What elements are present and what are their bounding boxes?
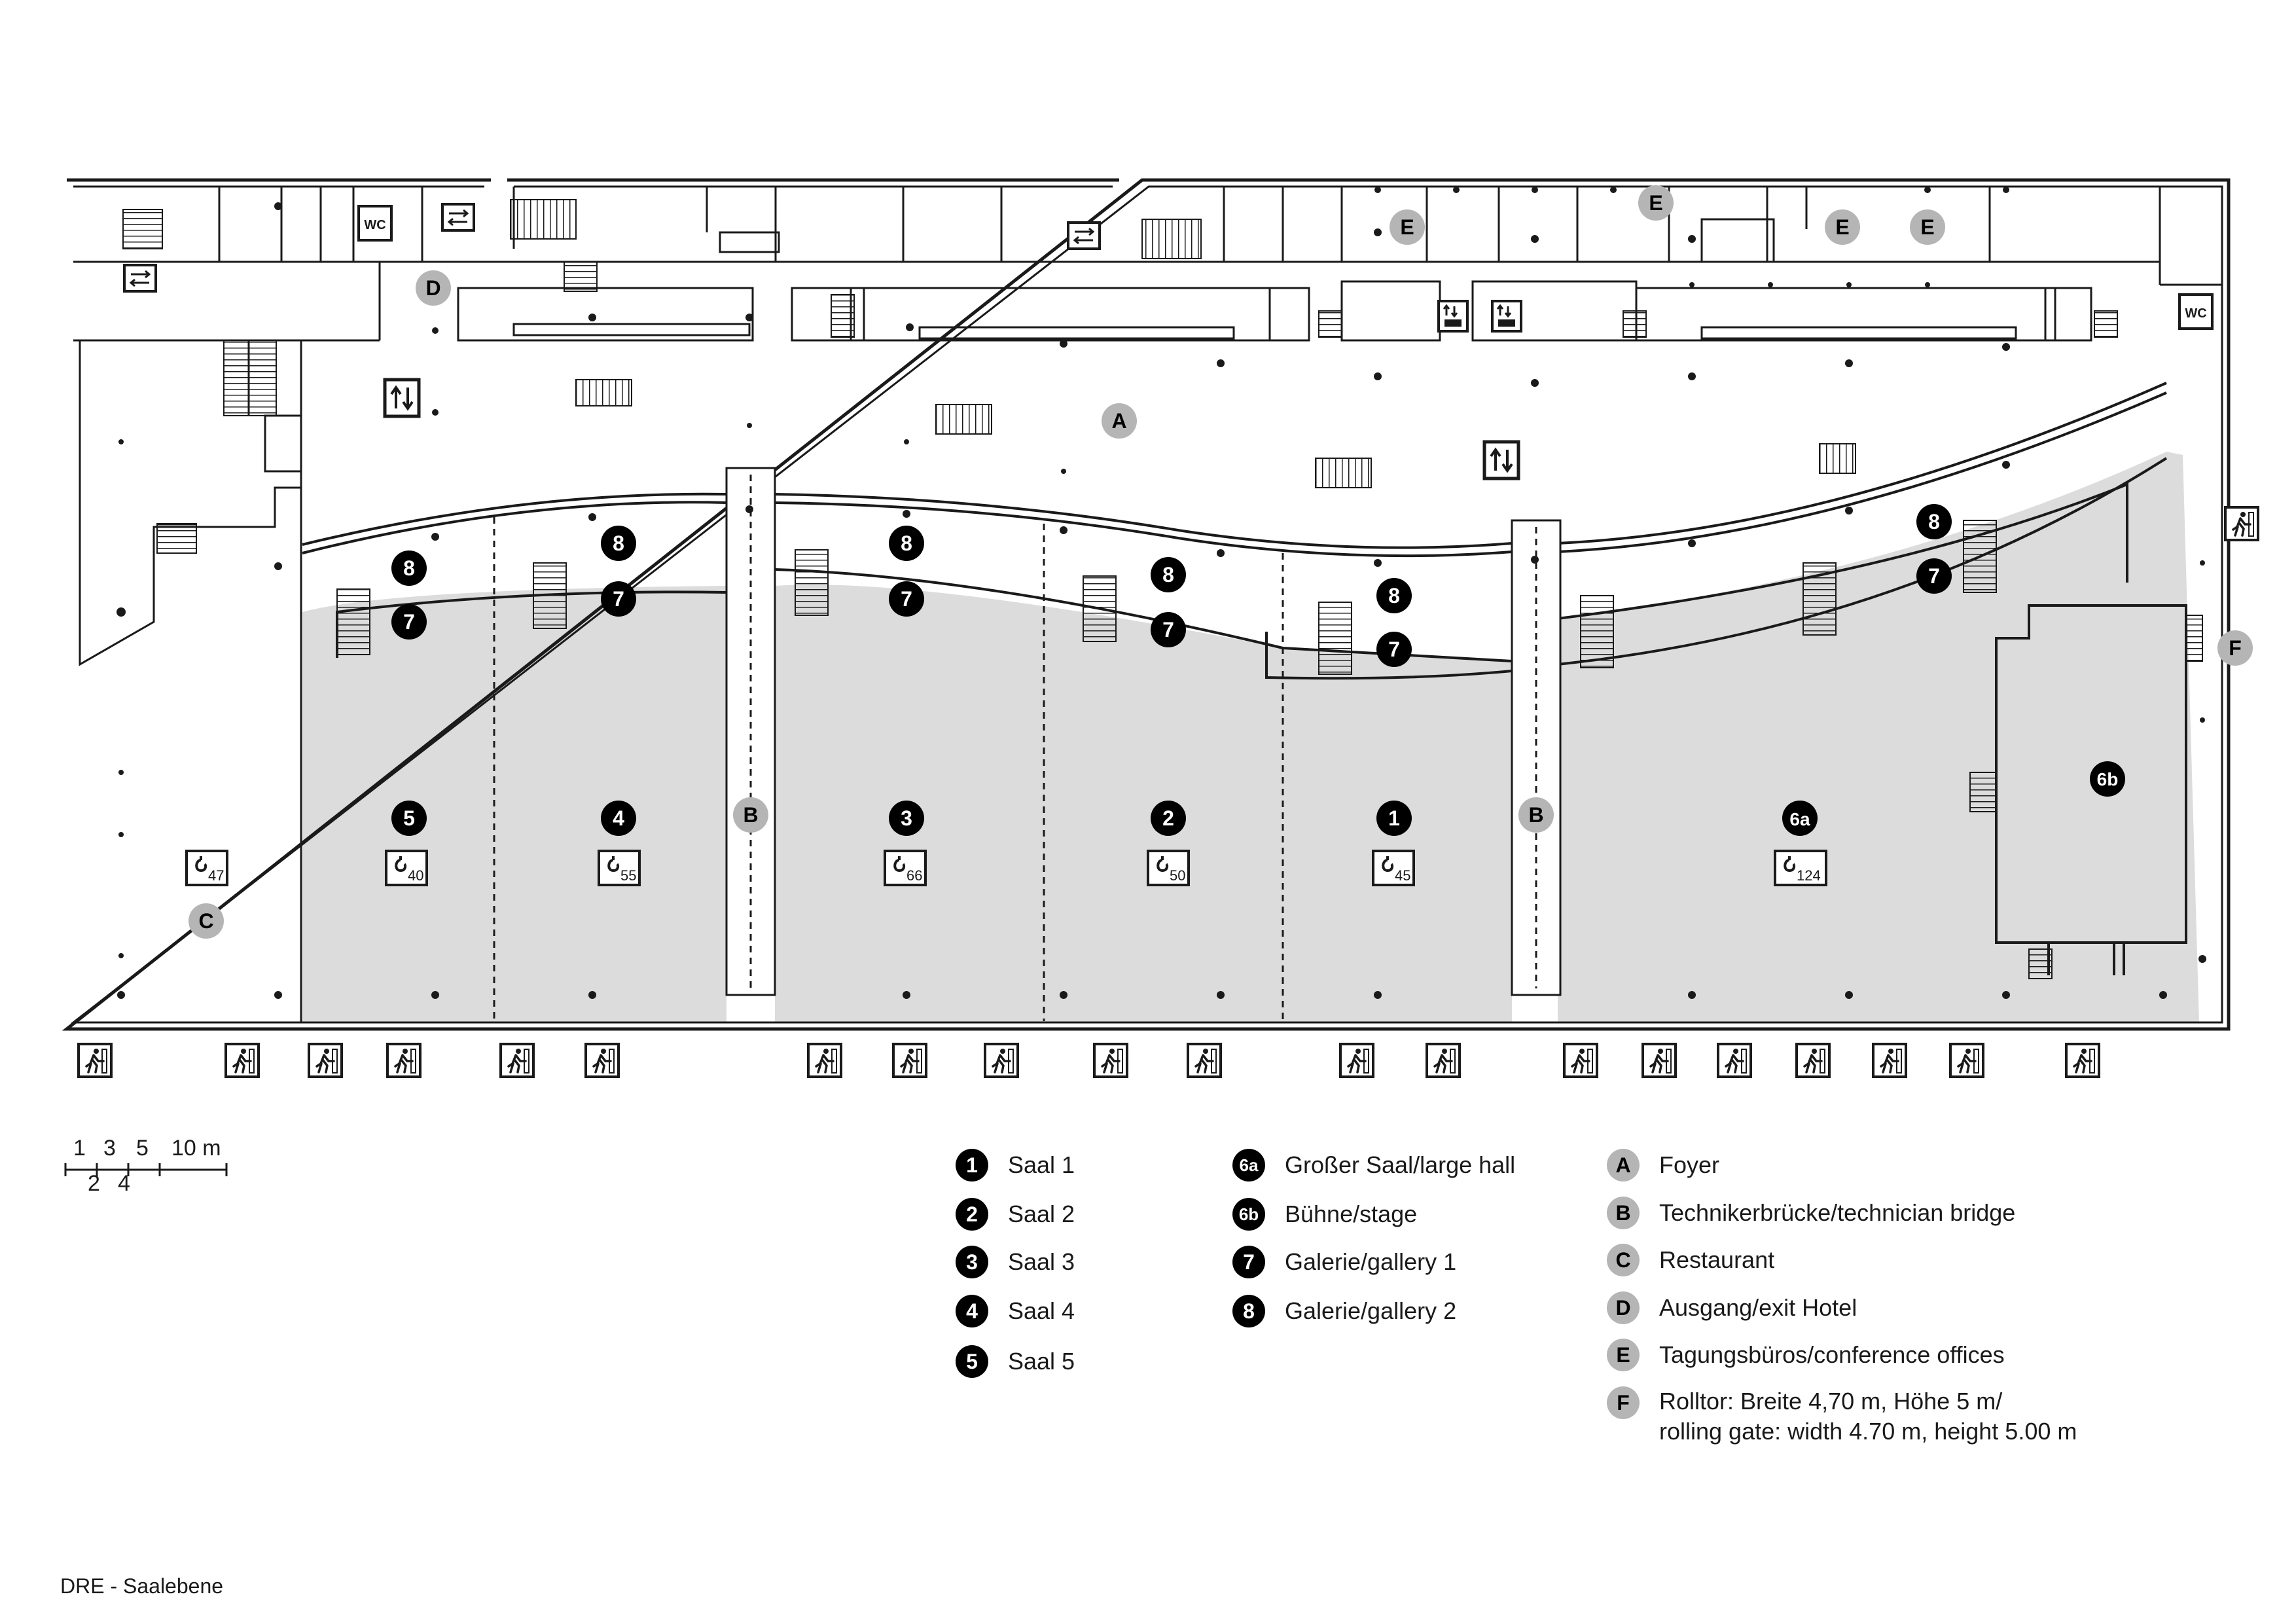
- crane-hook-icon: [1373, 851, 1414, 885]
- svg-text:3: 3: [901, 806, 912, 830]
- svg-text:8: 8: [613, 532, 624, 555]
- exit-sign-icon: [1797, 1044, 1829, 1077]
- lift-icon: [1492, 301, 1521, 331]
- legend-marker: 6b: [1232, 1198, 1265, 1231]
- scale-label: 4: [118, 1171, 130, 1196]
- svg-text:124: 124: [1797, 867, 1821, 884]
- legend-marker: D: [1607, 1291, 1640, 1324]
- legend-marker: A: [1607, 1149, 1640, 1182]
- svg-text:8: 8: [901, 532, 912, 555]
- exit-sign-icon: [586, 1044, 619, 1077]
- legend-marker: 5: [956, 1345, 988, 1378]
- wc-icon: [359, 206, 391, 240]
- scale-label: 3: [103, 1136, 116, 1161]
- svg-text:WC: WC: [364, 218, 386, 232]
- legend-marker: 6a: [1232, 1149, 1265, 1182]
- elevator-icon: [385, 380, 419, 416]
- legend-label: Galerie/gallery 1: [1285, 1248, 1457, 1275]
- plan-caption: DRE - Saalebene: [60, 1574, 224, 1598]
- exit-sign-icon: [501, 1044, 533, 1077]
- crane-hook-icon: [1775, 851, 1826, 885]
- legend-item: [1607, 1339, 2005, 1371]
- legend-label: Galerie/gallery 2: [1285, 1297, 1457, 1324]
- legend-marker: F: [1607, 1386, 1640, 1419]
- legend-label: Großer Saal/large hall: [1285, 1151, 1516, 1178]
- exit-sign-icon: [309, 1044, 342, 1077]
- legend-marker: 7: [1232, 1246, 1265, 1278]
- svg-text:5: 5: [403, 806, 415, 830]
- escalator-icon: [124, 265, 156, 291]
- legend-item: [1607, 1197, 2015, 1229]
- exit-sign-icon: [1718, 1044, 1751, 1077]
- svg-text:45: 45: [1395, 867, 1411, 884]
- legend-item: [956, 1198, 1075, 1231]
- exit-sign-icon: [2066, 1044, 2099, 1077]
- svg-text:E: E: [1920, 215, 1935, 239]
- legend-label: Foyer: [1659, 1151, 1720, 1178]
- exit-sign-icon: [1950, 1044, 1983, 1077]
- exit-sign-icon: [79, 1044, 111, 1077]
- legend-item: [956, 1295, 1075, 1327]
- svg-text:D: D: [425, 276, 441, 300]
- stage-6b: [1996, 605, 2186, 975]
- legend-label: Saal 1: [1008, 1151, 1075, 1178]
- legend-marker: 2: [956, 1198, 988, 1231]
- legend-item: [1232, 1198, 1417, 1231]
- svg-text:50: 50: [1170, 867, 1186, 884]
- scale-label: 10 m: [171, 1136, 221, 1161]
- legend-marker: 4: [956, 1295, 988, 1327]
- svg-text:4: 4: [613, 806, 624, 830]
- crane-hook-icon: [1148, 851, 1189, 885]
- legend-label: [1659, 1386, 2077, 1447]
- legend-item: [1607, 1386, 2077, 1447]
- svg-text:7: 7: [403, 610, 415, 634]
- svg-text:7: 7: [901, 587, 912, 611]
- legend-item: [1232, 1149, 1515, 1182]
- exit-sign-icon: [808, 1044, 841, 1077]
- legend-label: Saal 5: [1008, 1348, 1075, 1375]
- service-zone: [73, 187, 2222, 340]
- exit-sign-icon: [1094, 1044, 1127, 1077]
- legend-label: Saal 2: [1008, 1200, 1075, 1227]
- escalator-icon: [1068, 223, 1100, 249]
- crane-hook-icon: [187, 851, 227, 885]
- legend-item: [1607, 1291, 1857, 1324]
- exit-sign-icon: [1188, 1044, 1221, 1077]
- exit-sign-icon: [985, 1044, 1018, 1077]
- svg-text:WC: WC: [2185, 306, 2207, 321]
- exit-sign-icon: [1340, 1044, 1373, 1077]
- legend-marker: C: [1607, 1244, 1640, 1276]
- svg-text:66: 66: [906, 867, 923, 884]
- svg-text:E: E: [1835, 215, 1850, 239]
- svg-text:7: 7: [613, 587, 624, 611]
- legend-label: Saal 4: [1008, 1297, 1075, 1324]
- exit-sign-icon: [1873, 1044, 1906, 1077]
- svg-text:55: 55: [620, 867, 637, 884]
- exit-sign-icon: [893, 1044, 926, 1077]
- svg-text:8: 8: [1162, 563, 1174, 586]
- legend-item: [1607, 1244, 1774, 1276]
- svg-text:6b: 6b: [2096, 769, 2119, 789]
- legend-marker: 1: [956, 1149, 988, 1182]
- lift-icon: [1439, 301, 1467, 331]
- legend-marker: 3: [956, 1246, 988, 1278]
- svg-text:8: 8: [1388, 584, 1400, 607]
- legend-label: Restaurant: [1659, 1246, 1775, 1273]
- svg-text:7: 7: [1388, 638, 1400, 661]
- wc-icon: [2179, 295, 2212, 329]
- svg-text:2: 2: [1162, 806, 1174, 830]
- legend-item: [1232, 1295, 1456, 1327]
- legend-label: Saal 3: [1008, 1248, 1075, 1275]
- legend-item: [956, 1246, 1075, 1278]
- exit-sign-icon: [1427, 1044, 1460, 1077]
- legend-item: [956, 1345, 1075, 1378]
- legend-label: Bühne/stage: [1285, 1200, 1418, 1227]
- svg-text:7: 7: [1162, 618, 1174, 641]
- legend-item: [1232, 1246, 1456, 1278]
- legend-marker: 8: [1232, 1295, 1265, 1327]
- svg-text:8: 8: [1928, 510, 1940, 533]
- svg-text:E: E: [1649, 191, 1663, 215]
- exit-sign-icon: [1643, 1044, 1676, 1077]
- exit-sign-icon: [387, 1044, 420, 1077]
- legend-marker: E: [1607, 1339, 1640, 1371]
- scale-bar: [60, 1136, 237, 1208]
- legend-label: Ausgang/exit Hotel: [1659, 1294, 1857, 1321]
- exit-sign-icon: [1564, 1044, 1597, 1077]
- legend-item: [956, 1149, 1075, 1182]
- svg-text:F: F: [2229, 636, 2242, 660]
- crane-hook-icon: [386, 851, 427, 885]
- elevator-icon: [1484, 442, 1518, 478]
- svg-text:B: B: [1528, 803, 1544, 827]
- exit-sign-icon: [2225, 507, 2258, 540]
- legend-label: Technikerbrücke/technician bridge: [1659, 1199, 2016, 1226]
- crane-hook-icon: [885, 851, 925, 885]
- legend-label-line: Rolltor: Breite 4,70 m, Höhe 5 m/: [1659, 1388, 2003, 1415]
- svg-text:7: 7: [1928, 564, 1940, 588]
- svg-text:A: A: [1111, 409, 1127, 433]
- svg-text:1: 1: [1388, 806, 1400, 830]
- escalator-icon: [442, 204, 474, 230]
- svg-text:47: 47: [208, 867, 224, 884]
- scale-label: 1: [73, 1136, 86, 1161]
- scale-label: 2: [88, 1171, 100, 1196]
- hall-areas: [302, 452, 2199, 1022]
- crane-hook-icon: [599, 851, 639, 885]
- legend-label-line: rolling gate: width 4.70 m, height 5.00 m: [1659, 1418, 2077, 1445]
- svg-text:6a: 6a: [1789, 809, 1810, 829]
- svg-text:8: 8: [403, 556, 415, 580]
- legend-item: [1607, 1149, 1719, 1182]
- svg-text:B: B: [743, 803, 759, 827]
- svg-text:C: C: [198, 909, 214, 933]
- exit-sign-icon: [226, 1044, 259, 1077]
- legend-marker: B: [1607, 1197, 1640, 1229]
- svg-text:E: E: [1400, 215, 1414, 239]
- svg-text:40: 40: [408, 867, 424, 884]
- scale-label: 5: [136, 1136, 149, 1161]
- legend-label: Tagungsbüros/conference offices: [1659, 1341, 2005, 1368]
